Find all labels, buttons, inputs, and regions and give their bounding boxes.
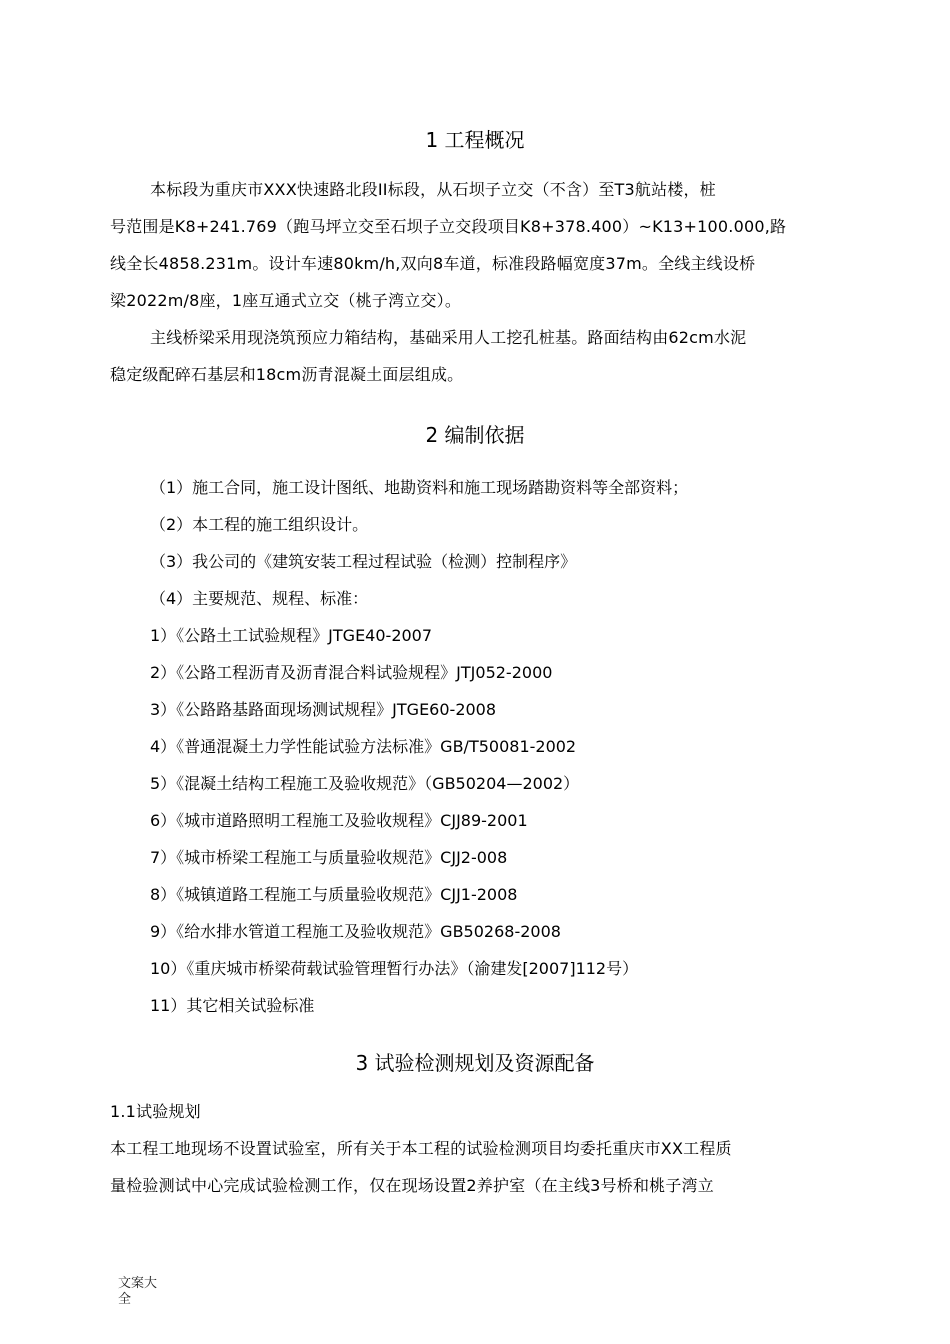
basis-item: （2）本工程的施工组织设计。 [150, 515, 369, 534]
subsection-title: 1.1试验规划 [110, 1102, 201, 1121]
section-1-para-1-line-2: 号范围是K8+241.769（跑马坪立交至石坝子立交段项目K8+378.400）~K13+100.000,路 [110, 217, 787, 236]
section-1-para-2-line-2: 稳定级配碎石基层和18cm沥青混凝土面层组成。 [110, 365, 464, 384]
standard-item: 11）其它相关试验标准 [150, 996, 315, 1015]
section-1-para-1-line-1: 本标段为重庆市XXX快速路北段II标段，从石坝子立交（不含）至T3航站楼，桩 [150, 180, 716, 199]
standard-item: 6）《城市道路照明工程施工及验收规程》CJJ89-2001 [150, 811, 528, 830]
basis-item: （1）施工合同，施工设计图纸、地勘资料和施工现场踏勘资料等全部资料； [150, 478, 689, 497]
section-3-title: 3 试验检测规划及资源配备 [355, 1051, 595, 1075]
standard-item: 2）《公路工程沥青及沥青混合料试验规程》JTJ052-2000 [150, 663, 553, 682]
section-1-para-2-line-1: 主线桥梁采用现浇筑预应力箱结构，基础采用人工挖孔桩基。路面结构由62cm水泥 [150, 328, 747, 347]
section-3-para-line-1: 本工程工地现场不设置试验室，所有关于本工程的试验检测项目均委托重庆市XX工程质 [110, 1139, 732, 1158]
footer-text-line-1: 文案大 [118, 1276, 158, 1291]
standard-item: 10）《重庆城市桥梁荷载试验管理暂行办法》（渝建发[2007]112号） [150, 959, 639, 978]
basis-item: （4）主要规范、规程、标准： [150, 589, 369, 608]
section-1-para-1-line-3: 线全长4858.231m。设计车速80km/h,双向8车道，标准段路幅宽度37m。全线主线设桥 [110, 254, 756, 273]
footer-text-line-2: 全 [118, 1292, 132, 1307]
basis-item: （3）我公司的《建筑安装工程过程试验（检测）控制程序》 [150, 552, 577, 571]
standard-item: 9）《给水排水管道工程施工及验收规范》GB50268-2008 [150, 922, 561, 941]
standard-item: 5）《混凝土结构工程施工及验收规范》（GB50204—2002） [150, 774, 580, 793]
section-2-title: 2 编制依据 [425, 423, 525, 447]
standard-item: 8）《城镇道路工程施工与质量验收规范》CJJ1-2008 [150, 885, 518, 904]
standard-item: 4）《普通混凝土力学性能试验方法标准》GB/T50081-2002 [150, 737, 577, 756]
section-1-title: 1 工程概况 [425, 128, 525, 152]
section-3-para-line-2: 量检验测试中心完成试验检测工作，仅在现场设置2养护室（在主线3号桥和桃子湾立 [110, 1176, 714, 1195]
section-1-para-1-line-4: 梁2022m/8座，1座互通式立交（桃子湾立交）。 [110, 291, 462, 310]
standard-item: 1）《公路土工试验规程》JTGE40-2007 [150, 626, 433, 645]
standard-item: 7）《城市桥梁工程施工与质量验收规范》CJJ2-008 [150, 848, 508, 867]
standard-item: 3）《公路路基路面现场测试规程》JTGE60-2008 [150, 700, 497, 719]
